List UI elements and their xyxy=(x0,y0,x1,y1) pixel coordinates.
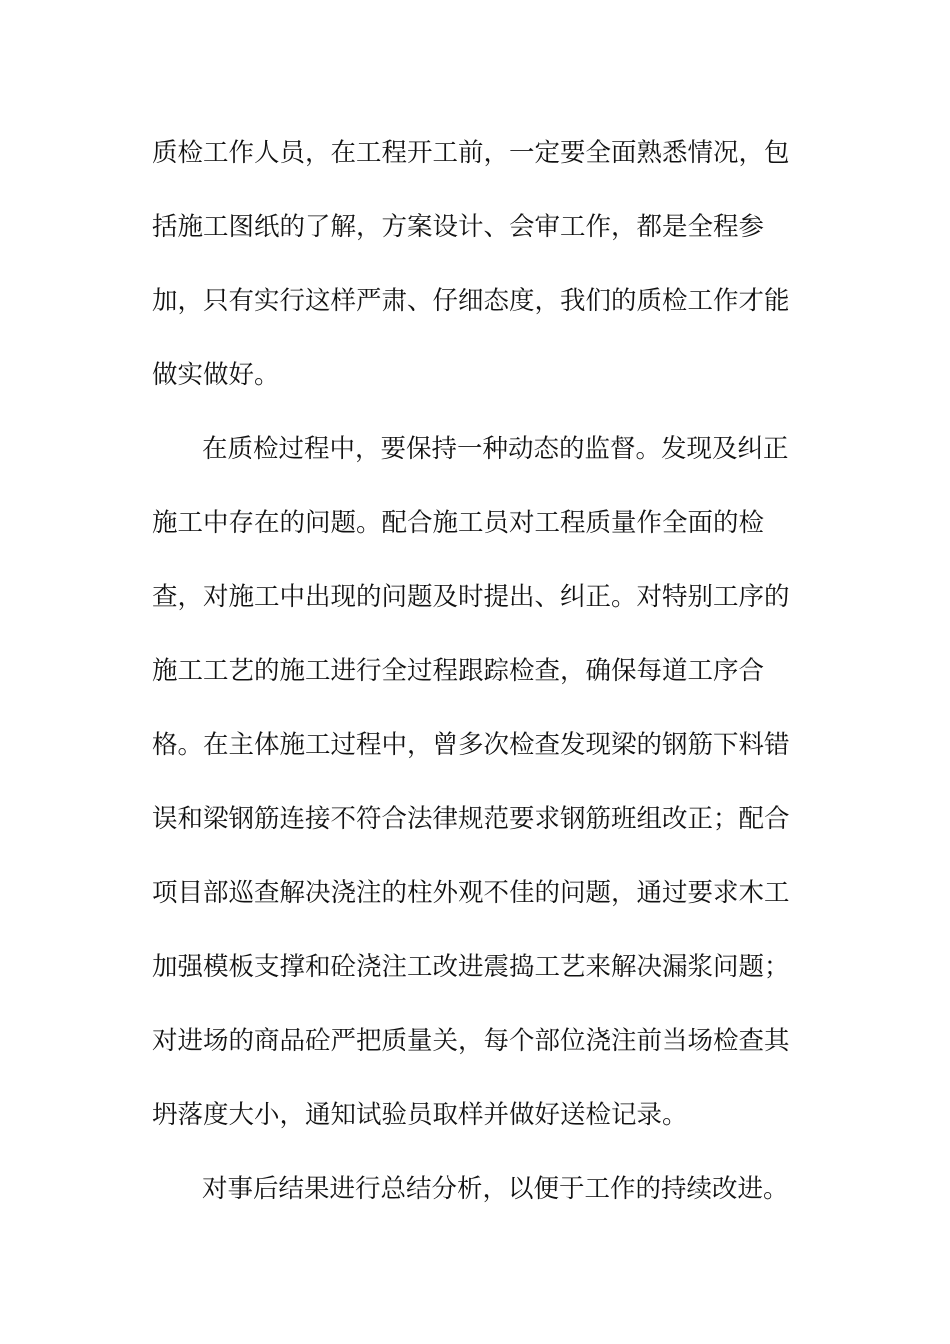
text-line: 坍落度大小，通知试验员取样并做好送检记录。 xyxy=(152,1100,688,1130)
text-line: 做实做好。 xyxy=(152,360,280,390)
text-line: 加强模板支撑和砼浇注工改进震捣工艺来解决漏浆问题； xyxy=(152,952,790,982)
text-line: 对进场的商品砼严把质量关，每个部位浇注前当场检查其 xyxy=(152,1026,790,1056)
text-line: 施工中存在的问题。配合施工员对工程质量作全面的检 xyxy=(152,508,765,538)
text-line: 格。在主体施工过程中，曾多次检查发现梁的钢筋下料错 xyxy=(152,730,790,760)
text-line: 质检工作人员，在工程开工前，一定要全面熟悉情况，包 xyxy=(152,138,790,168)
text-line: 加，只有实行这样严肃、仔细态度，我们的质检工作才能 xyxy=(152,286,790,316)
text-line: 施工工艺的施工进行全过程跟踪检查，确保每道工序合 xyxy=(152,656,765,686)
text-line: 项目部巡查解决浇注的柱外观不佳的问题，通过要求木工 xyxy=(152,878,790,908)
paragraph-start-line: 在质检过程中，要保持一种动态的监督。发现及纠正 xyxy=(202,434,789,464)
text-line: 误和梁钢筋连接不符合法律规范要求钢筋班组改正；配合 xyxy=(152,804,790,834)
paragraph-start-line: 对事后结果进行总结分析，以便于工作的持续改进。 xyxy=(202,1174,789,1204)
text-line: 括施工图纸的了解，方案设计、会审工作，都是全程参 xyxy=(152,212,765,242)
text-line: 查，对施工中出现的问题及时提出、纠正。对特别工序的 xyxy=(152,582,790,612)
